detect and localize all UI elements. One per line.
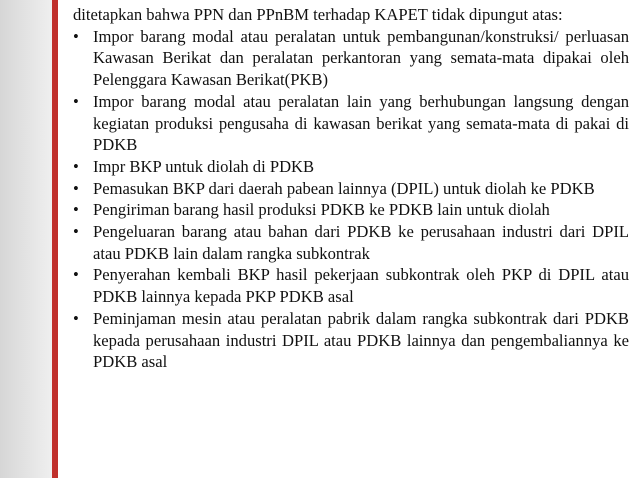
list-item [73, 26, 629, 91]
bullet-icon: • [73, 200, 79, 220]
list-item [73, 156, 629, 178]
list-item-text: Impr BKP untuk diolah di PDKB [93, 156, 315, 176]
list-item [73, 221, 629, 264]
bullet-icon: • [73, 156, 79, 176]
list-item-text: Pengiriman barang hasil produksi PDKB ke PDKB lain untuk diolah [93, 200, 550, 220]
slide-content [73, 4, 629, 373]
list-item [73, 199, 629, 221]
list-item-text: Impor barang modal atau peralatan untuk pembangunan/konstruksi/ perluasan Kawasan Berikat dan peralatan perkantoran yang semata-mata dipakai oleh Pelenggara Kawasan Berikat(PKB) [93, 26, 629, 90]
list-item-text: Pengeluaran barang atau bahan dari PDKB ke perusahaan industri dari DPIL atau PDKB lain dalam rangka subkontrak [93, 222, 629, 263]
list-item-text: Impor barang modal atau peralatan lain yang berhubungan langsung dengan kegiatan produksi pengusaha di kawasan berikat yang semata-mata di pakai di PDKB [93, 91, 629, 155]
bullet-icon: • [73, 265, 79, 285]
list-item [73, 178, 629, 200]
list-item [73, 264, 629, 307]
intro-text: ditetapkan bahwa PPN dan PPnBM terhadap KAPET tidak dipungut atas: [73, 5, 563, 24]
bullet-icon: • [73, 222, 79, 242]
bullet-list [73, 26, 629, 373]
list-item-text: Pemasukan BKP dari daerah pabean lainnya (DPIL) untuk diolah ke PDKB [93, 178, 595, 198]
bullet-icon: • [73, 308, 79, 328]
list-item-text: Peminjaman mesin atau peralatan pabrik dalam rangka subkontrak dari PDKB kepada perusahaan industri DPIL atau PDKB lainnya dan pengembaliannya ke PDKB asal [93, 308, 629, 372]
bullet-icon: • [73, 178, 79, 198]
bullet-icon: • [73, 91, 79, 111]
bullet-icon: • [73, 26, 79, 46]
list-item [73, 91, 629, 156]
left-side-panel [0, 0, 52, 478]
accent-stripe [52, 0, 58, 478]
list-item [73, 308, 629, 373]
list-item-text: Penyerahan kembali BKP hasil pekerjaan subkontrak oleh PKP di DPIL atau PDKB lainnya kepada PKP PDKB asal [93, 265, 629, 307]
